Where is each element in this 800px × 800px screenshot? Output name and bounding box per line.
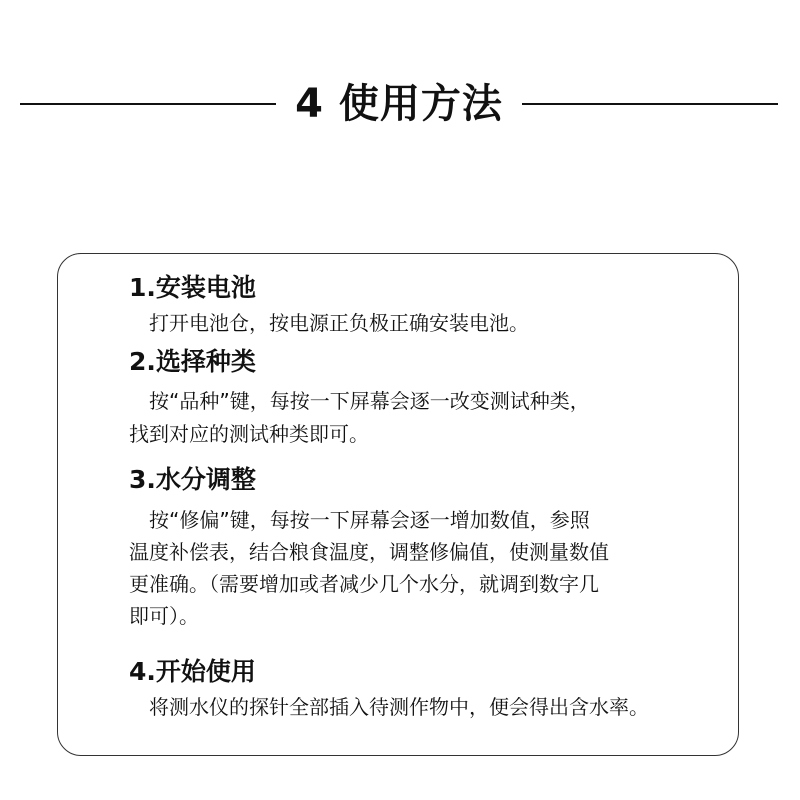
step-2-title: 2.选择种类 xyxy=(129,347,256,376)
step-2-text-line-1: 按“品种”键，每按一下屏幕会逐一改变测试种类， xyxy=(129,389,590,413)
step-1-text-line-1: 打开电池仓，按电源正负极正确安装电池。 xyxy=(129,311,529,335)
header-divider-right xyxy=(522,103,778,105)
page-title: 4 使用方法 xyxy=(295,81,503,127)
step-4-title: 4.开始使用 xyxy=(129,657,256,686)
step-3-text-line-1: 按“修偏”键，每按一下屏幕会逐一增加数值，参照 xyxy=(129,508,590,532)
step-4-text-line-1: 将测水仪的探针全部插入待测作物中，便会得出含水率。 xyxy=(129,695,649,719)
step-3-text-line-4: 即可）。 xyxy=(129,604,199,628)
step-1-title: 1.安装电池 xyxy=(129,273,256,302)
step-3-text-line-2: 温度补偿表，结合粮食温度，调整修偏值，使测量数值 xyxy=(129,540,609,564)
header-divider-left xyxy=(20,103,276,105)
step-2-text-line-2: 找到对应的测试种类即可。 xyxy=(129,422,369,446)
step-3-title: 3.水分调整 xyxy=(129,465,256,494)
step-3-text-line-3: 更准确。（需要增加或者减少几个水分，就调到数字几 xyxy=(129,572,599,596)
